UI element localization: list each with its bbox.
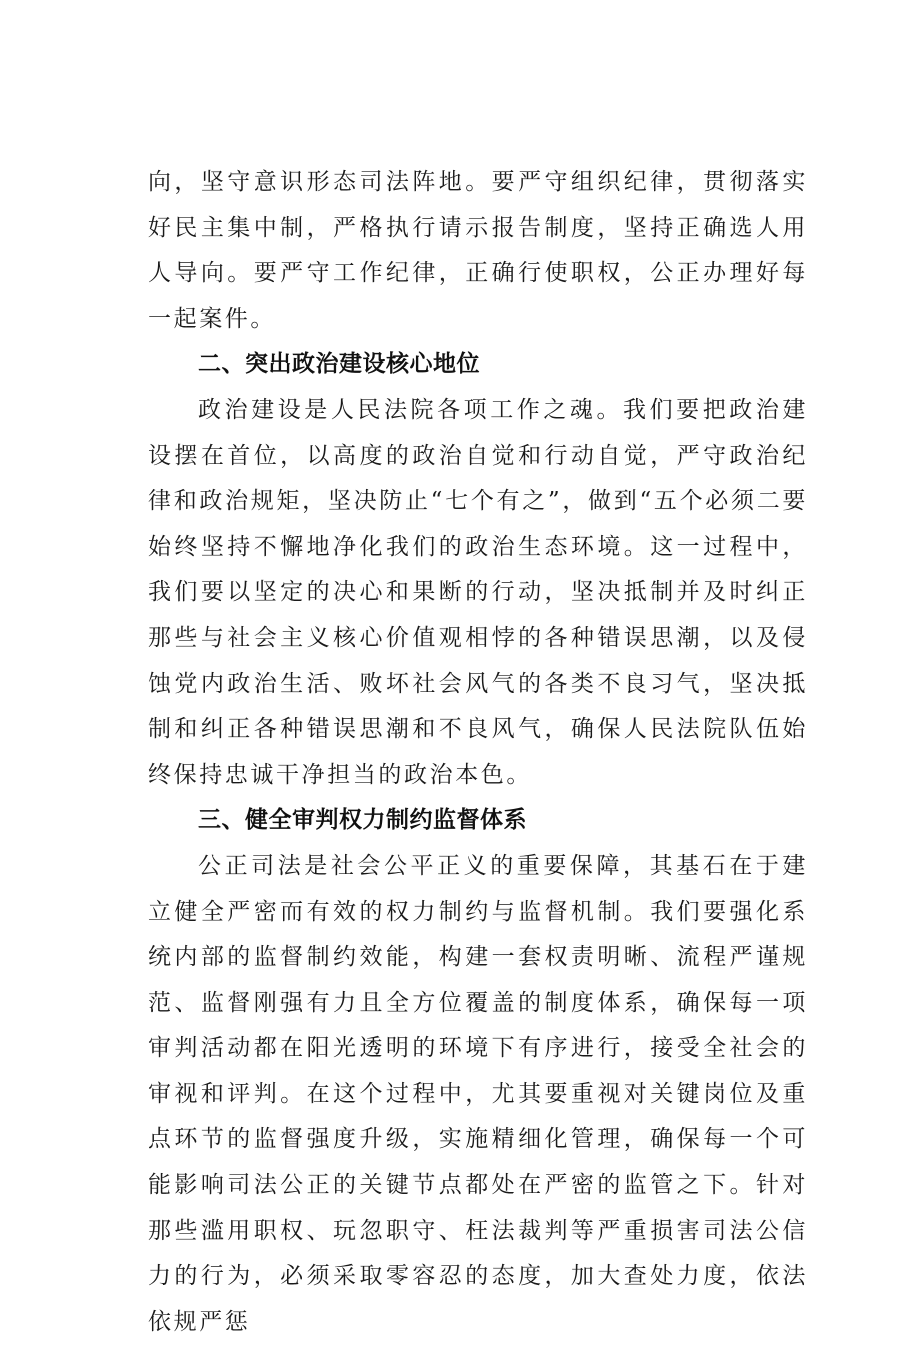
section-heading-3: 三、健全审判权力制约监督体系: [198, 807, 527, 834]
paragraph-3: 公正司法是社会公平正义的重要保障，其基石在于建立健全严密而有效的权力制约与监督机制。我们要强化系统内部的监督制约效能，构建一套权责明晰、流程严谨规范、监督刚强有力且全方位覆盖的制度体系，确保每一项审判活动都在阳光透明的环境下有序进行，接受全社会的审视和评判。在这个过程中，尤其要重视对关键岗位及重点环节的监督强度升级，实施精细化管理，确保每一个可能影响司法公正的关键节点都处在严密的监管之下。针对那些滥用职权、玩忽职守、枉法裁判等严重损害司法公信力的行为，必须采取零容忍的态度，加大查处力度，依法依规严惩: [148, 852, 808, 1335]
document-body: [148, 160, 808, 1345]
paragraph-1: 向，坚守意识形态司法阵地。要严守组织纪律，贯彻落实好民主集中制，严格执行请示报告制度，坚持正确选人用人导向。要严守工作纪律，正确行使职权，公正办理好每一起案件。: [148, 169, 808, 332]
section-heading-2: 二、突出政治建设核心地位: [198, 351, 480, 378]
paragraph-2: 政治建设是人民法院各项工作之魂。我们要把政治建设摆在首位，以高度的政治自觉和行动自觉，严守政治纪律和政治规矩，坚决防止“七个有之”，做到“五个必须二要始终坚持不懈地净化我们的政治生态环境。这一过程中，我们要以坚定的决心和果断的行动，坚决抵制并及时纠正那些与社会主义核心价值观相悖的各种错误思潮，以及侵蚀党内政治生活、败坏社会风气的各类不良习气，坚决抵制和纠正各种错误思潮和不良风气，确保人民法院队伍始终保持忠诚干净担当的政治本色。: [148, 396, 808, 788]
